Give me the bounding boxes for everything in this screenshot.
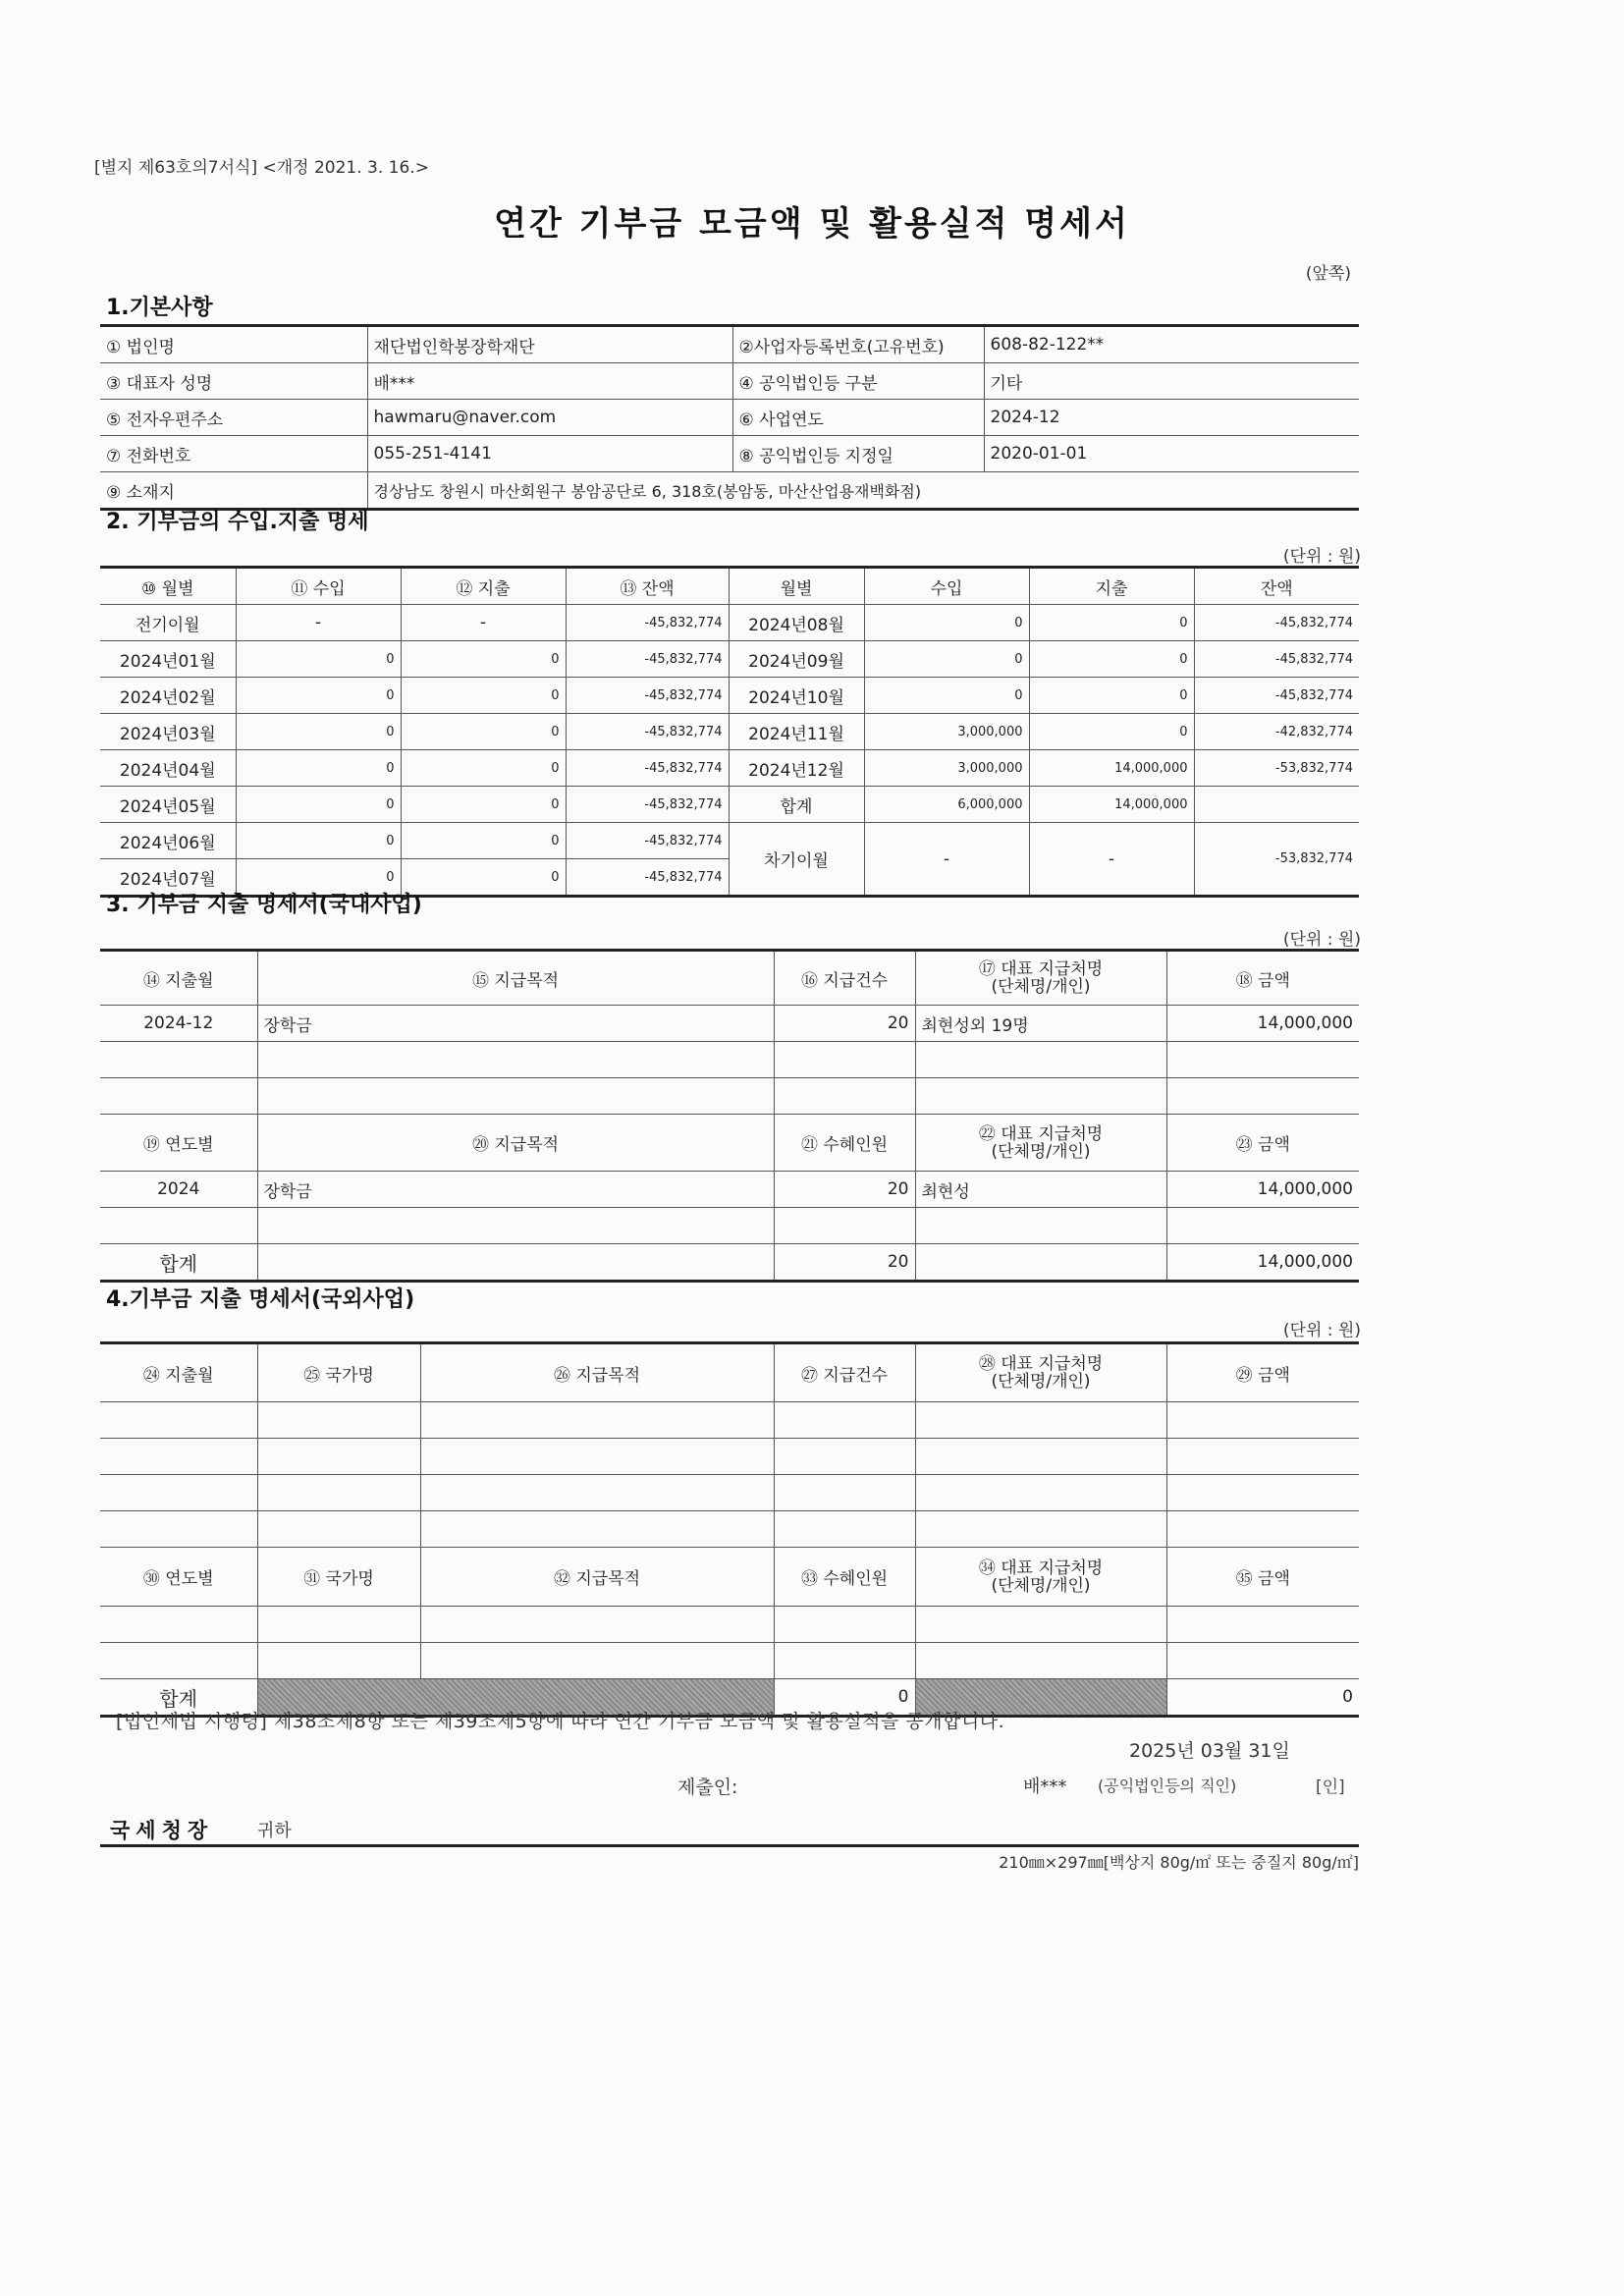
balance-total: [1194, 787, 1359, 823]
address-value: 경상남도 창원시 마산회원구 봉암공단로 6, 318호(봉암동, 마산산업용재백화점): [367, 472, 1359, 510]
col-header: ㉙ 금액: [1166, 1343, 1359, 1402]
col-header-line: (단체명/개인): [991, 977, 1091, 997]
section2-unit: (단위 : 원): [1282, 547, 1361, 567]
section3-title: 3. 기부금 지출 명세서(국내사업): [106, 893, 422, 917]
col-header: 수입: [864, 568, 1029, 605]
col-header: ㉖ 지급목적: [420, 1343, 774, 1402]
col-header: ㉓ 금액: [1166, 1115, 1359, 1172]
balance-cell: -45,832,774: [566, 787, 729, 823]
seal-mark: [인]: [1316, 1777, 1345, 1797]
month-cell: 2024년09월: [729, 641, 864, 678]
col-header: ⑮ 지급목적: [257, 951, 774, 1006]
balance-cell: -45,832,774: [566, 750, 729, 787]
balance-cell: -45,832,774: [1194, 678, 1359, 714]
month-cell: 2024년06월: [100, 823, 236, 859]
table-row: [100, 641, 1359, 678]
expense-cell: 0: [401, 859, 566, 897]
income-cell: 0: [864, 641, 1029, 678]
basic-label: ① 법인명: [100, 326, 367, 363]
submitter-role: (공익법인등의 직인): [1098, 1777, 1237, 1795]
amount-cell: 14,000,000: [1166, 1172, 1359, 1208]
balance-cell: -42,832,774: [1194, 714, 1359, 750]
income-cell: -: [236, 605, 401, 641]
month-cell: 2024년11월: [729, 714, 864, 750]
domestic-table: [100, 949, 1359, 1283]
section2-title: 2. 기부금의 수입.지출 명세: [106, 510, 369, 534]
basic-label: ④ 공익법인등 구분: [732, 363, 984, 400]
carry-balance: -53,832,774: [1194, 823, 1359, 897]
basic-label: ③ 대표자 성명: [100, 363, 367, 400]
expense-cell: 0: [1029, 605, 1194, 641]
col-header-line: ㉘ 대표 지급처명: [978, 1354, 1104, 1374]
income-cell: 0: [236, 641, 401, 678]
basic-info-table: [100, 324, 1359, 511]
col-header: ㉝ 수혜인원: [774, 1548, 915, 1607]
document-title: 연간 기부금 모금액 및 활용실적 명세서: [494, 204, 1130, 244]
recipient: 국세청장: [110, 1819, 214, 1842]
recipient-cell: 최현성: [915, 1172, 1166, 1208]
basic-value: 608-82-122**: [984, 326, 1359, 363]
basic-value: hawmaru@naver.com: [367, 400, 732, 436]
col-header: ㉟ 금액: [1166, 1548, 1359, 1607]
col-header: [915, 1548, 1166, 1607]
month-cell: 2024년03월: [100, 714, 236, 750]
basic-label: ⑧ 공익법인등 지정일: [732, 436, 984, 472]
col-header: ⑱ 금액: [1166, 951, 1359, 1006]
col-header: [915, 1343, 1166, 1402]
col-header: ㉕ 국가명: [257, 1343, 420, 1402]
table-header: [100, 1115, 1359, 1172]
overseas-table: [100, 1341, 1359, 1718]
purpose-cell: 장학금: [257, 1172, 774, 1208]
balance-cell: -45,832,774: [566, 605, 729, 641]
expense-total: 14,000,000: [1029, 787, 1194, 823]
total-count: 0: [774, 1679, 915, 1717]
col-header: [915, 1115, 1166, 1172]
table-row: [100, 1607, 1359, 1643]
basic-row: [100, 472, 1359, 510]
col-header: ⑫ 지출: [401, 568, 566, 605]
total-row: [100, 1244, 1359, 1282]
basic-label: ⑥ 사업연도: [732, 400, 984, 436]
income-cell: 0: [236, 750, 401, 787]
month-cell: 2024년12월: [729, 750, 864, 787]
balance-cell: -45,832,774: [566, 823, 729, 859]
col-header: ㉑ 수혜인원: [774, 1115, 915, 1172]
basic-value: 055-251-4141: [367, 436, 732, 472]
section3-unit: (단위 : 원): [1282, 930, 1361, 950]
balance-cell: -45,832,774: [566, 641, 729, 678]
expense-cell: 0: [1029, 714, 1194, 750]
table-row: [100, 714, 1359, 750]
income-cell: 0: [864, 605, 1029, 641]
col-header: ⑳ 지급목적: [257, 1115, 774, 1172]
basic-value: 재단법인학봉장학재단: [367, 326, 732, 363]
col-header: ㉜ 지급목적: [420, 1548, 774, 1607]
basic-label: ⑦ 전화번호: [100, 436, 367, 472]
income-cell: 0: [236, 823, 401, 859]
side-label: (앞쪽): [1305, 264, 1351, 284]
table-row: [100, 750, 1359, 787]
expense-cell: -: [401, 605, 566, 641]
month-cell: 2024년10월: [729, 678, 864, 714]
submitter-name: 배***: [1023, 1777, 1067, 1797]
col-header: ⑭ 지출월: [100, 951, 257, 1006]
month-cell: 2024년05월: [100, 787, 236, 823]
col-header-line: ㉞ 대표 지급처명: [978, 1558, 1104, 1578]
table-row: [100, 1439, 1359, 1475]
expense-cell: 0: [1029, 678, 1194, 714]
carry-expense: -: [1029, 823, 1194, 897]
basic-row: [100, 400, 1359, 436]
expense-cell: 14,000,000: [1029, 750, 1194, 787]
col-header: ⑲ 연도별: [100, 1115, 257, 1172]
col-header: [915, 951, 1166, 1006]
balance-cell: -45,832,774: [566, 714, 729, 750]
table-header: [100, 1548, 1359, 1607]
expense-cell: 0: [401, 678, 566, 714]
footer-divider: [100, 1844, 1359, 1847]
basic-row: [100, 326, 1359, 363]
basic-row: [100, 436, 1359, 472]
table-row: [100, 823, 1359, 859]
address-label: ⑨ 소재지: [100, 472, 367, 510]
table-header: [100, 951, 1359, 1006]
col-header: ㉛ 국가명: [257, 1548, 420, 1607]
col-header: ⑯ 지급건수: [774, 951, 915, 1006]
purpose-cell: 장학금: [257, 1006, 774, 1042]
col-header-line: ㉒ 대표 지급처명: [978, 1123, 1104, 1144]
count-cell: 20: [774, 1006, 915, 1042]
balance-cell: -53,832,774: [1194, 750, 1359, 787]
basic-row: [100, 363, 1359, 400]
col-header-line: (단체명/개인): [991, 1575, 1091, 1596]
total-label: 합계: [729, 787, 864, 823]
col-header: 잔액: [1194, 568, 1359, 605]
income-cell: 0: [236, 787, 401, 823]
month-cell: 2024년01월: [100, 641, 236, 678]
col-header: ⑪ 수입: [236, 568, 401, 605]
col-header-line: (단체명/개인): [991, 1141, 1091, 1162]
col-header: ㉔ 지출월: [100, 1343, 257, 1402]
income-cell: 3,000,000: [864, 750, 1029, 787]
month-cell: 2024년04월: [100, 750, 236, 787]
section4-title: 4.기부금 지출 명세서(국외사업): [106, 1287, 415, 1312]
carry-income: -: [864, 823, 1029, 897]
basic-value: 기타: [984, 363, 1359, 400]
col-header-line: ⑰ 대표 지급처명: [978, 959, 1104, 979]
table-row: [100, 1402, 1359, 1439]
total-count: 20: [774, 1244, 915, 1282]
col-header: 지출: [1029, 568, 1194, 605]
basic-value: 2024-12: [984, 400, 1359, 436]
income-cell: 0: [864, 678, 1029, 714]
balance-cell: -45,832,774: [566, 678, 729, 714]
table-row: [100, 605, 1359, 641]
month-cell: 2024년02월: [100, 678, 236, 714]
col-header: 월별: [729, 568, 864, 605]
paper-spec: 210㎜×297㎜[백상지 80g/㎡ 또는 중질지 80g/㎡]: [999, 1853, 1359, 1872]
table-row: [100, 787, 1359, 823]
year-cell: 2024: [100, 1172, 257, 1208]
table-header: [100, 1343, 1359, 1402]
expense-cell: 0: [401, 750, 566, 787]
col-header-line: (단체명/개인): [991, 1372, 1091, 1392]
income-cell: 0: [236, 859, 401, 897]
expense-cell: 0: [401, 823, 566, 859]
table-row: [100, 1172, 1359, 1208]
carry-label: 차기이월: [729, 823, 864, 897]
table-row: [100, 1208, 1359, 1244]
col-header: ㉗ 지급건수: [774, 1343, 915, 1402]
basic-label: ⑤ 전자우편주소: [100, 400, 367, 436]
expense-cell: 0: [401, 641, 566, 678]
total-amount: 0: [1166, 1679, 1359, 1717]
month-cell: 2024년07월: [100, 859, 236, 897]
total-label: 합계: [100, 1679, 257, 1717]
total-label: 합계: [100, 1244, 257, 1282]
basic-label: ②사업자등록번호(고유번호): [732, 326, 984, 363]
table-row: [100, 1475, 1359, 1511]
income-expense-table: [100, 566, 1359, 898]
table-row: [100, 1078, 1359, 1115]
section1-title: 1.기본사항: [106, 296, 213, 320]
expense-cell: 0: [401, 714, 566, 750]
submitter-label: 제출인:: [677, 1777, 738, 1798]
income-cell: 0: [236, 678, 401, 714]
table-row: [100, 1643, 1359, 1679]
table-row: [100, 678, 1359, 714]
legal-notice: [법인세법 시행령] 제38조제8항 또는 제39조제5항에 따라 연간 기부금 모금액 및 활용실적을 공개합니다.: [116, 1711, 1005, 1732]
table-row: [100, 1511, 1359, 1548]
count-cell: 20: [774, 1172, 915, 1208]
income-cell: 0: [236, 714, 401, 750]
income-cell: 3,000,000: [864, 714, 1029, 750]
month-cell: 전기이월: [100, 605, 236, 641]
amount-cell: 14,000,000: [1166, 1006, 1359, 1042]
month-cell: 2024년08월: [729, 605, 864, 641]
expense-cell: 0: [401, 787, 566, 823]
form-code: [별지 제63호의7서식] <개정 2021. 3. 16.>: [94, 158, 429, 178]
total-amount: 14,000,000: [1166, 1244, 1359, 1282]
col-header: ㉚ 연도별: [100, 1548, 257, 1607]
table-row: [100, 1042, 1359, 1078]
table-row: [100, 1006, 1359, 1042]
basic-value: 배***: [367, 363, 732, 400]
recipient-suffix: 귀하: [257, 1821, 292, 1841]
section4-unit: (단위 : 원): [1282, 1321, 1361, 1340]
recipient-cell: 최현성외 19명: [915, 1006, 1166, 1042]
submission-date: 2025년 03월 31일: [1129, 1740, 1290, 1762]
income-total: 6,000,000: [864, 787, 1029, 823]
balance-cell: -45,832,774: [1194, 641, 1359, 678]
table-header: [100, 568, 1359, 605]
expense-cell: 0: [1029, 641, 1194, 678]
balance-cell: -45,832,774: [566, 859, 729, 897]
col-header: ⑬ 잔액: [566, 568, 729, 605]
balance-cell: -45,832,774: [1194, 605, 1359, 641]
basic-value: 2020-01-01: [984, 436, 1359, 472]
col-header: ⑩ 월별: [100, 568, 236, 605]
month-cell: 2024-12: [100, 1006, 257, 1042]
